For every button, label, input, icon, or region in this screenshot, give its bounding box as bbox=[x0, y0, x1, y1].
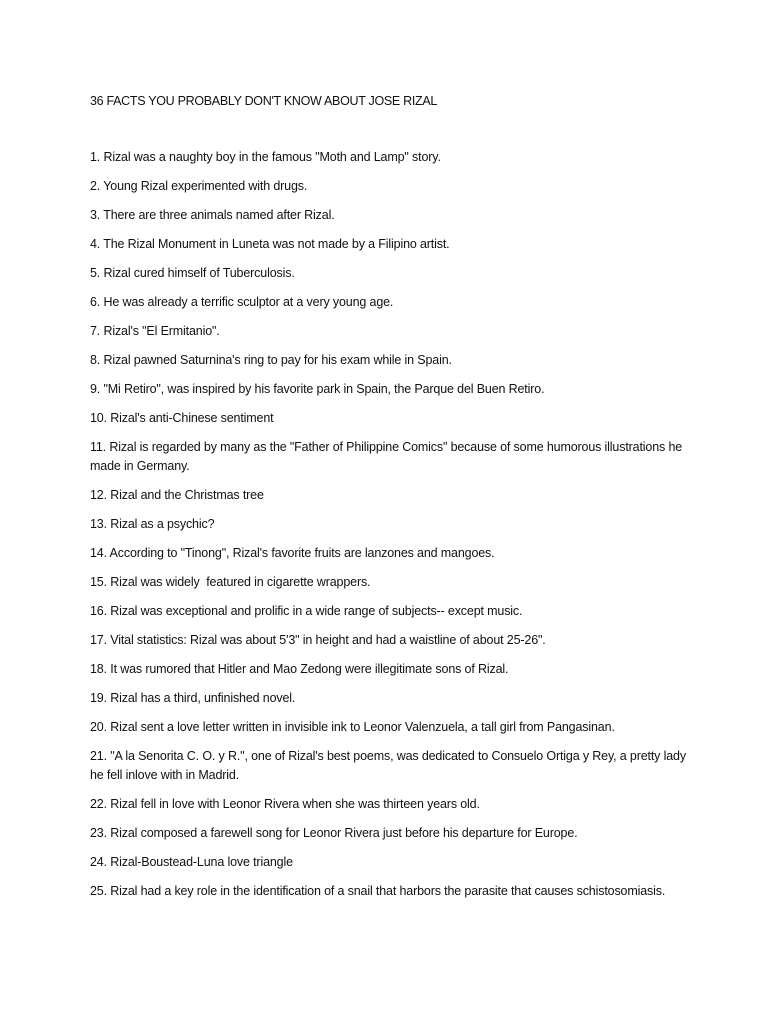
fact-item: 9. "Mi Retiro", was inspired by his favorite park in Spain, the Parque del Buen Retiro. bbox=[90, 382, 545, 396]
fact-item: 3. There are three animals named after Rizal. bbox=[90, 208, 335, 222]
fact-item: 17. Vital statistics: Rizal was about 5'3" in height and had a waistline of about 25-26". bbox=[90, 633, 546, 647]
fact-item: 5. Rizal cured himself of Tuberculosis. bbox=[90, 266, 295, 280]
fact-item: 19. Rizal has a third, unfinished novel. bbox=[90, 691, 296, 705]
fact-item: 14. According to "Tinong", Rizal's favorite fruits are lanzones and mangoes. bbox=[90, 546, 495, 560]
fact-item: 2. Young Rizal experimented with drugs. bbox=[90, 179, 308, 193]
document-title: 36 FACTS YOU PROBABLY DON'T KNOW ABOUT JOSE RIZAL bbox=[90, 94, 438, 108]
fact-item: 20. Rizal sent a love letter written in invisible ink to Leonor Valenzuela, a tall girl from Pangasinan. bbox=[90, 720, 615, 734]
fact-item: 4. The Rizal Monument in Luneta was not made by a Filipino artist. bbox=[90, 237, 450, 251]
facts-list bbox=[90, 148, 690, 911]
fact-item: 25. Rizal had a key role in the identification of a snail that harbors the parasite that causes schistosomiasis. bbox=[90, 884, 666, 898]
fact-item: 18. It was rumored that Hitler and Mao Zedong were illegitimate sons of Rizal. bbox=[90, 662, 509, 676]
fact-item: 21. "A la Senorita C. O. y R.", one of Rizal's best poems, was dedicated to Consuelo Ortiga y Rey, a pretty lady he fell inlove with in Madrid. bbox=[90, 749, 690, 782]
fact-item: 7. Rizal's "El Ermitanio". bbox=[90, 324, 220, 338]
fact-item: 22. Rizal fell in love with Leonor Rivera when she was thirteen years old. bbox=[90, 797, 480, 811]
fact-item: 6. He was already a terrific sculptor at a very young age. bbox=[90, 295, 394, 309]
fact-item: 11. Rizal is regarded by many as the "Father of Philippine Comics" because of some humorous illustrations he made in Germany. bbox=[90, 440, 686, 473]
fact-item: 8. Rizal pawned Saturnina's ring to pay for his exam while in Spain. bbox=[90, 353, 452, 367]
fact-item: 12. Rizal and the Christmas tree bbox=[90, 488, 264, 502]
fact-item: 13. Rizal as a psychic? bbox=[90, 517, 215, 531]
fact-item: 23. Rizal composed a farewell song for Leonor Rivera just before his departure for Europe. bbox=[90, 826, 578, 840]
fact-item: 24. Rizal-Boustead-Luna love triangle bbox=[90, 855, 293, 869]
fact-item: 10. Rizal's anti-Chinese sentiment bbox=[90, 411, 274, 425]
fact-item: 15. Rizal was widely featured in cigarette wrappers. bbox=[90, 575, 371, 589]
fact-item: 1. Rizal was a naughty boy in the famous "Moth and Lamp" story. bbox=[90, 150, 441, 164]
fact-item: 16. Rizal was exceptional and prolific in a wide range of subjects-- except music. bbox=[90, 604, 523, 618]
